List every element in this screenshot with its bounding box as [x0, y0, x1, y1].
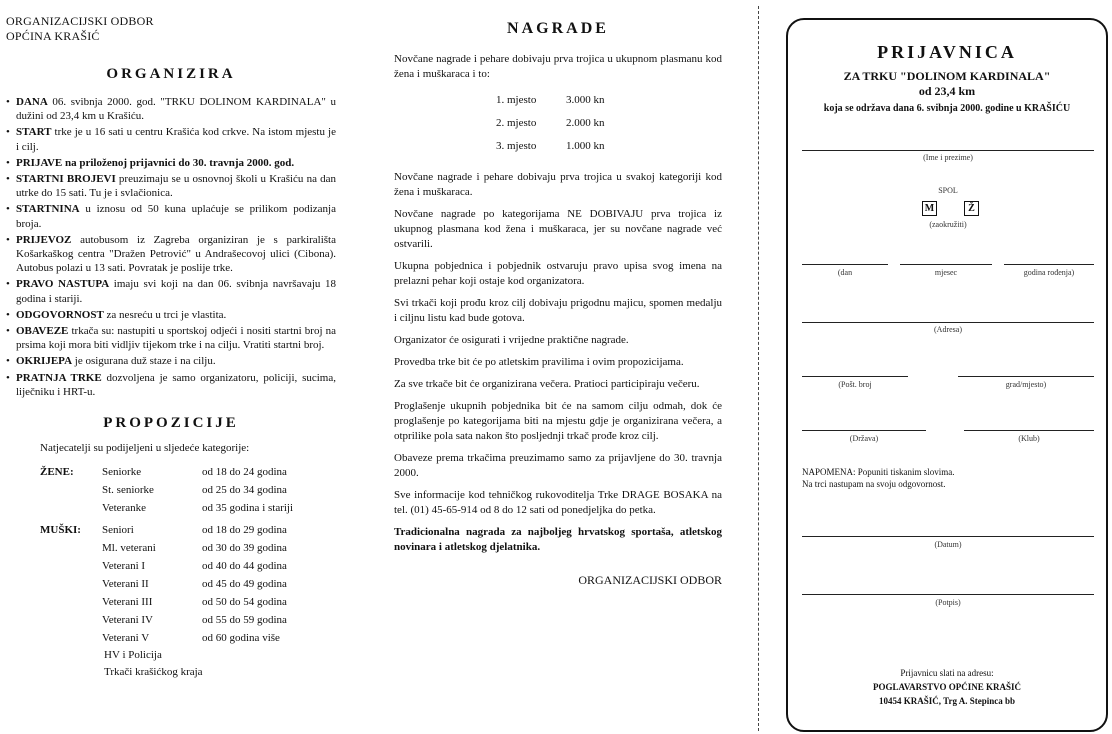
nagrade-title: NAGRADE	[507, 20, 609, 37]
form-title: PRIJAVNICA	[877, 42, 1017, 62]
category-row	[102, 557, 336, 575]
category-row	[102, 463, 336, 481]
info-item	[6, 125, 336, 153]
category-hv-policija: HV i Policija	[104, 649, 162, 662]
info-item	[6, 233, 336, 276]
info-item-text: imaju svi koji na dan 06. svibnja navršavaju 18 godina i stariji.	[16, 278, 336, 305]
rule-paragraph: Provedba trke bit će po atletskim pravilima i ovim propozicijama.	[394, 356, 684, 368]
category-row	[102, 593, 336, 611]
info-item-text: preuzimaju se u osnovnoj školi u Krašiću na dan utrke do 15 sati. Tu je i svlačionica.	[16, 173, 336, 200]
info-item-text: u iznosu od 50 kuna uplaćuje se prilikom podizanja broja.	[16, 203, 336, 230]
category-age: od 35 godina i stariji	[202, 502, 294, 515]
rule-paragraph: Obaveze prema trkačima preuzimamo samo za prijavljene do 30. travnja 2000.	[394, 452, 722, 479]
prize-list	[496, 89, 722, 158]
club-field[interactable]	[964, 430, 1094, 431]
signature-field[interactable]	[802, 594, 1094, 595]
rule-paragraph: Svi trkači koji prođu kroz cilj dobivaju prigodnu majicu, spomen medalju i ciljnu listu kad bude gotova.	[394, 297, 722, 324]
info-item-key: DANA	[16, 96, 48, 108]
city-label: grad/mjesto)	[1005, 380, 1047, 389]
registration-form	[786, 18, 1108, 732]
info-item	[6, 202, 336, 230]
male-box[interactable]: M	[922, 201, 937, 216]
category-name: Veterani I	[102, 560, 146, 573]
info-item-key: OBAVEZE	[16, 325, 69, 338]
prize-amount: 3.000 kn	[566, 94, 605, 106]
napomena-label: NAPOMENA:	[802, 467, 856, 477]
prize-place: 1. mjesto	[496, 94, 537, 106]
rule-paragraph: Novčane nagrade po kategorijama NE DOBIVAJU prva trojica iz ukupnog plasmana kod žena i muškaraca, jer su novčane nagrade već ostvarili.	[394, 208, 722, 250]
info-item-key: PRATNJA TRKE	[16, 371, 102, 384]
organizira-title: ORGANIZIRA	[106, 66, 236, 82]
info-item-key: PRIJEVOZ	[16, 233, 72, 246]
organizer-line-2: OPĆINA KRAŠIĆ	[6, 29, 100, 43]
date-field[interactable]	[802, 536, 1094, 537]
category-row	[102, 611, 336, 629]
category-age: od 50 do 54 godina	[202, 596, 287, 609]
prize-row	[496, 89, 722, 112]
name-field[interactable]	[802, 150, 1094, 151]
prize-amount: 1.000 kn	[566, 140, 605, 152]
prize-place: 2. mjesto	[496, 117, 537, 129]
men-categories	[40, 521, 336, 647]
women-label: ŽENE:	[40, 466, 74, 479]
rule-paragraph: Organizator će osigurati i vrijedne praktične nagrade.	[394, 334, 629, 346]
day-field[interactable]	[802, 264, 888, 265]
category-age: od 18 do 24 godina	[202, 466, 287, 479]
info-item-key: STARTNI BROJEVI	[16, 173, 116, 186]
categories-intro: Natjecatelji su podijeljeni u sljedeće kategorije:	[40, 442, 250, 455]
month-label: mjesec	[934, 268, 958, 277]
info-item	[6, 324, 336, 352]
category-age: od 60 godina više	[202, 632, 280, 645]
category-age: od 45 do 49 godina	[202, 578, 287, 591]
info-item-text: je osigurana duž staze i na cilju.	[72, 355, 216, 368]
female-box[interactable]: Ž	[964, 201, 979, 216]
napomena	[802, 466, 1094, 490]
organizer-line-1: ORGANIZACIJSKI ODBOR	[6, 14, 154, 28]
info-item-key: STARTNINA	[16, 203, 80, 216]
napomena-text-2: Na trci nastupam na svoju odgovornost.	[802, 479, 946, 489]
info-item	[6, 308, 336, 322]
category-name: Veterani II	[102, 578, 149, 591]
rule-paragraph: Proglašenje ukupnih pobjednika bit će na samom cilju odmah, dok će proglašenje po kategorijama biti na mjestu gdje je organizirana večera, a otprilike pola sata nakon što posljednji trkač prođe kroz cilj.	[394, 400, 722, 442]
signature-label: (Potpis)	[935, 598, 961, 607]
category-age: od 30 do 39 godina	[202, 542, 287, 555]
postcode-label: (Pošt. broj	[838, 380, 872, 389]
perforation-line	[758, 6, 759, 731]
prizes-intro: Novčane nagrade i pehare dobivaju prva trojica u ukupnom plasmanu kod žena i muškaraca i to:	[394, 53, 722, 80]
circle-label: (zaokružiti)	[929, 220, 967, 229]
year-field[interactable]	[1004, 264, 1094, 265]
name-label: (Ime i prezime)	[923, 153, 973, 162]
category-name: Veterani V	[102, 632, 150, 645]
info-item	[6, 354, 336, 368]
form-subtitle-race: ZA TRKU "DOLINOM KARDINALA"	[843, 69, 1051, 83]
category-age: od 25 do 34 godina	[202, 484, 287, 497]
left-column	[6, 0, 336, 680]
men-label: MUŠKI:	[40, 524, 81, 537]
info-item-key: START	[16, 126, 52, 139]
category-name: Veterani III	[102, 596, 153, 609]
info-item-key: PRIJAVE na priloženoj prijavnici do 30. travnja 2000. god.	[16, 156, 295, 169]
propozicije-title: PROPOZICIJE	[103, 415, 239, 432]
spol-label: SPOL	[938, 186, 958, 195]
footer-recipient: POGLAVARSTVO OPĆINE KRAŠIĆ	[872, 682, 1022, 692]
prize-row	[496, 112, 722, 135]
rule-paragraph: Novčane nagrade i pehare dobivaju prva trojica u svakoj kategoriji kod žena i muškaraca.	[394, 171, 722, 198]
women-categories	[40, 463, 336, 517]
category-row	[102, 539, 336, 557]
club-label: (Klub)	[1018, 434, 1040, 443]
info-item-text: 06. svibnja 2000. god. "TRKU DOLINOM KARDINALA" u dužini od 23,4 km u Krašiću.	[16, 96, 336, 123]
category-age: od 55 do 59 godina	[202, 614, 287, 627]
form-subtitle-distance: od 23,4 km	[918, 84, 976, 98]
category-row	[102, 629, 336, 647]
info-item-key: ODGOVORNOST	[16, 308, 104, 321]
country-field[interactable]	[802, 430, 926, 431]
category-name: Veterani IV	[102, 614, 154, 627]
info-item	[6, 156, 336, 170]
address-field[interactable]	[802, 322, 1094, 323]
info-item	[6, 371, 336, 399]
footer-send-to: Prijavnicu slati na adresu:	[900, 668, 994, 678]
category-row	[102, 481, 336, 499]
category-name: Seniorke	[102, 466, 142, 479]
category-age: od 18 do 29 godina	[202, 524, 287, 537]
category-local-runners: Trkači krašićkog kraja	[104, 665, 203, 678]
date-label: (Datum)	[934, 540, 962, 549]
city-field[interactable]	[958, 376, 1094, 377]
rule-paragraph: Sve informacije kod tehničkog rukovoditelja Trke DRAGE BOSAKA na tel. (01) 45-65-914 od 8 do 12 sati od ponedjeljka do petka.	[394, 489, 722, 516]
info-item	[6, 172, 336, 200]
traditional-award: Tradicionalna nagrada za najboljeg hrvatskog sportaša, atletskog novinara i atletskog djelatnika.	[394, 526, 722, 553]
category-row	[102, 575, 336, 593]
info-item-key: PRAVO NASTUPA	[16, 278, 110, 291]
month-field[interactable]	[900, 264, 992, 265]
signature: ORGANIZACIJSKI ODBOR	[578, 573, 722, 587]
info-item-text: za nesreću u trci je vlastita.	[103, 308, 227, 321]
address-label: (Adresa)	[934, 325, 962, 334]
year-label: godina rođenja)	[1023, 268, 1075, 277]
info-item-text: trke je u 16 sati u centru Krašića kod crkve. Na istom mjestu je i cilj.	[16, 126, 336, 153]
footer-address: 10454 KRAŠIĆ, Trg A. Stepinca bb	[879, 696, 1015, 706]
category-row	[102, 499, 336, 517]
prize-place: 3. mjesto	[496, 140, 537, 152]
rule-paragraph: Za sve trkače bit će organizirana večera. Pratioci participiraju večeru.	[394, 378, 700, 390]
napomena-text-1: Popuniti tiskanim slovima.	[855, 467, 955, 477]
prize-row	[496, 135, 722, 158]
info-item	[6, 277, 336, 305]
category-row	[102, 521, 336, 539]
info-item-text: dozvoljena je samo organizatoru, policiji, sucima, liječniku i HRT-u.	[16, 371, 336, 398]
rules-paragraphs	[394, 170, 722, 518]
info-item	[6, 95, 336, 123]
category-name: Seniori	[102, 524, 134, 537]
info-item-text: autobusom iz Zagreba organiziran je s parkirališta Košarkaškog centra "Dražen Petrović" u Andrašecovoj ulici (Cibona). Autobus polazi u 13 sati. Povratak je poslije trke.	[16, 233, 336, 275]
postcode-field[interactable]	[802, 376, 908, 377]
info-item-key: OKRIJEPA	[16, 355, 73, 368]
rule-paragraph: Ukupna pobjednica i pobjednik ostvaruju pravo upisa svog imena na prelazni pehar koji ostaje kod organizatora.	[394, 260, 722, 287]
form-footer	[788, 666, 1106, 708]
category-name: Ml. veterani	[102, 542, 156, 555]
country-label: (Država)	[849, 434, 879, 443]
category-age: od 40 do 44 godina	[202, 560, 287, 573]
prize-amount: 2.000 kn	[566, 117, 605, 129]
category-name: St. seniorke	[102, 484, 154, 497]
info-list	[6, 95, 336, 399]
info-item-text: trkača su: nastupiti u sportskoj odjeći i nositi startni broj na prsima koji mora biti vidljiv tijekom trke i na cilju. Vratiti startni broj.	[16, 325, 336, 352]
day-label: (dan	[837, 268, 853, 277]
form-subtitle-date: koja se održava dana 6. svibnja 2000. godine u KRAŠIĆU	[823, 103, 1071, 114]
category-name: Veteranke	[102, 502, 146, 515]
middle-column	[394, 0, 722, 588]
